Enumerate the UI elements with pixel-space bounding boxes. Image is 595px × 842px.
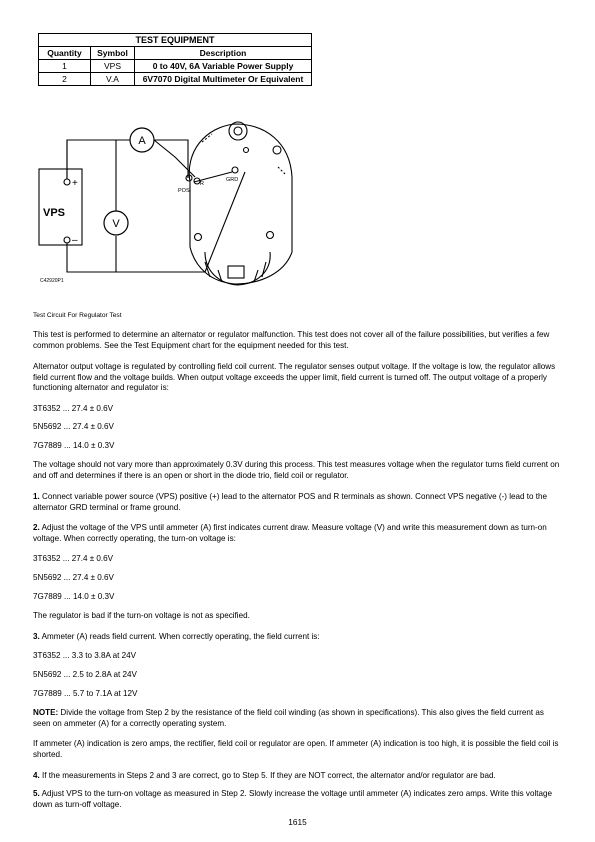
step-4-body: If the measurements in Steps 2 and 3 are correct, go to Step 5. If they are NOT correct, the alternator and/or regulator are bad.	[39, 771, 496, 780]
step-4-paragraph	[33, 771, 563, 782]
cell-symbol: V.A	[91, 73, 135, 86]
table-header-row	[39, 47, 312, 60]
step-2-text	[33, 523, 563, 544]
table-row	[39, 60, 312, 73]
step-5-paragraph	[33, 789, 563, 810]
column-header-description: Description	[135, 47, 312, 60]
spec-line: 5N5692 ... 27.4 ± 0.6V	[33, 573, 114, 582]
spec-line: 7G7889 ... 14.0 ± 0.3V	[33, 592, 115, 601]
spec-line: 3T6352 ... 27.4 ± 0.6V	[33, 554, 114, 563]
vary-paragraph	[33, 460, 563, 481]
column-header-quantity: Quantity	[39, 47, 91, 60]
vps-label: VPS	[43, 207, 66, 219]
spec-line: 3T6352 ... 27.4 ± 0.6V	[33, 404, 114, 413]
negative-terminal-icon	[64, 237, 70, 243]
page-number: 1615	[288, 817, 307, 827]
note-paragraph	[33, 708, 563, 729]
zero-amps-text: If ammeter (A) indication is zero amps, the rectifier, field coil or regulator are open. If ammeter (A) indication is too high, it is possible the field coil is shorted.	[33, 739, 559, 759]
step-3-text	[33, 632, 563, 643]
cell-description: 6V7070 Digital Multimeter Or Equivalent	[135, 73, 312, 86]
test-equipment-table	[38, 33, 312, 86]
test-circuit-diagram	[0, 112, 340, 312]
intro-paragraph	[33, 330, 563, 351]
step-1-paragraph	[33, 492, 563, 513]
step-5-text	[33, 789, 563, 810]
spec-line: 7G7889 ... 14.0 ± 0.3V	[33, 441, 115, 450]
ammeter-label: A	[138, 135, 146, 147]
step-3-paragraph	[33, 632, 563, 643]
figure-code: C42920P1	[40, 278, 64, 284]
spec-line: 5N5692 ... 27.4 ± 0.6V	[33, 422, 114, 431]
vary-text: The voltage should not vary more than approximately 0.3V during this process. This test measures voltage when the regulator turns field current on and off and determines if there is an open or short in the diode trio, field coil or regulator.	[33, 460, 560, 480]
note-label: NOTE:	[33, 708, 59, 717]
step-2-paragraph	[33, 523, 563, 544]
table-title: TEST EQUIPMENT	[39, 34, 312, 47]
table-row	[39, 73, 312, 86]
spec-line: 3T6352 ... 3.3 to 3.8A at 24V	[33, 651, 137, 660]
step-2-number: 2.	[33, 523, 40, 532]
cell-quantity: 2	[39, 73, 91, 86]
column-header-symbol: Symbol	[91, 47, 135, 60]
plus-label: +	[72, 178, 78, 189]
table-title-row	[39, 34, 312, 47]
step-3-number: 3.	[33, 632, 40, 641]
cell-quantity: 1	[39, 60, 91, 73]
step-4-text	[33, 771, 563, 782]
step-4-number: 4.	[33, 771, 40, 780]
step-2-body: Adjust the voltage of the VPS until ammeter (A) first indicates current draw. Measure voltage (V) and write this measurement down as turn-on voltage. When correctly operating, the turn-on voltage is:	[33, 523, 547, 543]
pos-terminal-label: POS	[178, 188, 190, 194]
note-text	[33, 708, 563, 729]
step-1-body: Connect variable power source (VPS) positive (+) lead to the alternator POS and R terminals as shown. Connect VPS negative (-) lead to the alternator GRD terminal or frame ground.	[33, 492, 548, 512]
cell-symbol: VPS	[91, 60, 135, 73]
spec-line: 7G7889 ... 5.7 to 7.1A at 12V	[33, 689, 138, 698]
positive-terminal-icon	[64, 179, 70, 185]
figure-caption: Test Circuit For Regulator Test	[33, 312, 122, 319]
step-1-number: 1.	[33, 492, 40, 501]
step-1-text	[33, 492, 563, 513]
grd-terminal-label: GRD	[226, 177, 239, 183]
zero-amps-paragraph	[33, 739, 563, 760]
r-terminal-label: R	[200, 181, 204, 187]
output-text: Alternator output voltage is regulated by controlling field coil current. The regulator senses output voltage. If the voltage is low, the regulator allows field current flow and the voltage builds. When output voltage exceeds the upper limit, field current is turned off. The output voltage of a properly functioning alternator and regulator is:	[33, 362, 556, 392]
cell-description: 0 to 40V, 6A Variable Power Supply	[135, 60, 312, 73]
voltmeter-label: V	[112, 218, 120, 230]
output-paragraph	[33, 362, 563, 394]
bad-regulator-paragraph: The regulator is bad if the turn-on voltage is not as specified.	[33, 611, 250, 620]
minus-label: –	[72, 235, 78, 246]
intro-text: This test is performed to determine an alternator or regulator malfunction. This test does not cover all of the failure possibilities, but verifies a few common problems. See the Test Equipment chart for the equipment needed for this test.	[33, 330, 550, 350]
step-3-body: Ammeter (A) reads field current. When correctly operating, the field current is:	[39, 632, 320, 641]
spec-line: 5N5692 ... 2.5 to 2.8A at 24V	[33, 670, 137, 679]
step-5-number: 5.	[33, 789, 40, 798]
step-5-body: Adjust VPS to the turn-on voltage as measured in Step 2. Slowly increase the voltage until ammeter (A) indicates zero amps. Write this voltage down as turn-off voltage.	[33, 789, 553, 809]
note-body: Divide the voltage from Step 2 by the resistance of the field coil winding (as shown in specifications). This also gives the field current as seen on ammeter (A) for a correctly operating system.	[33, 708, 544, 728]
